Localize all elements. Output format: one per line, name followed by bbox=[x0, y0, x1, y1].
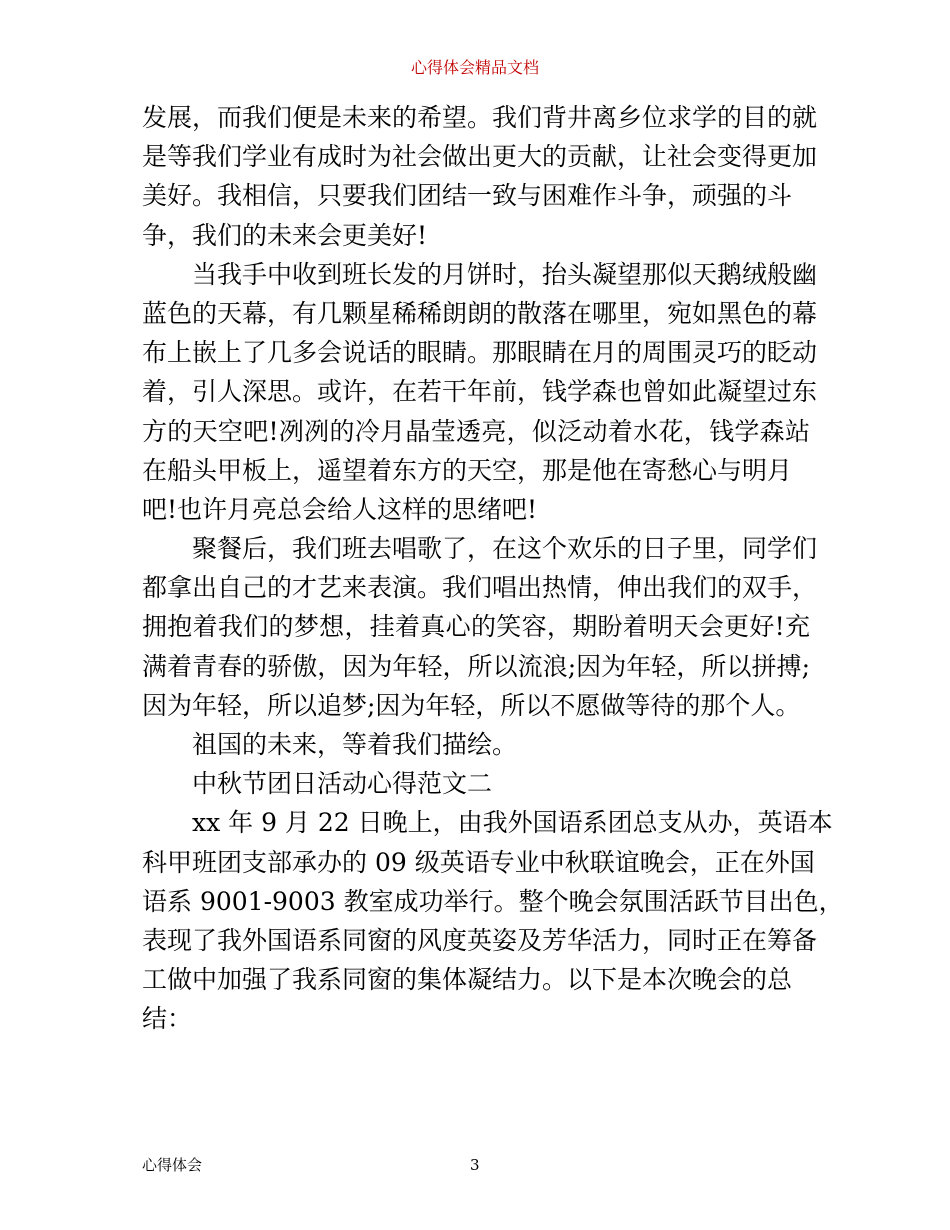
body-line: 祖国的未来，等着我们描绘。 bbox=[192, 730, 518, 759]
body-line: 吧!也许月亮总会给人这样的思绪吧! bbox=[142, 494, 538, 524]
footer-label: 心得体会 bbox=[142, 1156, 203, 1174]
document-header-title: 心得体会精品文档 bbox=[410, 58, 539, 77]
document-body bbox=[142, 98, 844, 1039]
body-line: 结： bbox=[142, 1004, 193, 1034]
body-line: 当我手中收到班长发的月饼时，抬头凝望那似天鹅绒般幽 bbox=[192, 259, 818, 289]
body-line: 争，我们的未来会更美好! bbox=[142, 220, 428, 250]
body-line: 工做中加强了我系同窗的集体凝结力。以下是本次晚会的总 bbox=[142, 965, 793, 995]
body-line: 满着青春的骄傲，因为年轻，所以流浪;因为年轻，所以拼搏; bbox=[142, 651, 810, 681]
body-line: 都拿出自己的才艺来表演。我们唱出热情，伸出我们的双手， bbox=[142, 573, 818, 603]
body-line: 语系 9001-9003 教室成功举行。整个晚会氛围活跃节目出色， bbox=[142, 886, 844, 916]
body-line: 拥抱着我们的梦想，挂着真心的笑容，期盼着明天会更好!充 bbox=[142, 612, 810, 642]
body-line: 表现了我外国语系同窗的风度英姿及芳华活力，同时正在筹备 bbox=[142, 925, 818, 955]
body-line: 中秋节团日活动心得范文二 bbox=[192, 769, 493, 799]
body-line: 是等我们学业有成时为社会做出更大的贡献，让社会变得更加 bbox=[142, 142, 818, 172]
body-line: 聚餐后，我们班去唱歌了，在这个欢乐的日子里，同学们 bbox=[192, 534, 818, 564]
body-line: 美好。我相信，只要我们团结一致与困难作斗争，顽强的斗 bbox=[142, 181, 793, 211]
body-line: 因为年轻，所以追梦;因为年轻，所以不愿做等待的那个人。 bbox=[142, 690, 801, 720]
body-line: 方的天空吧!冽冽的冷月晶莹透亮，似泛动着水花，钱学森站 bbox=[142, 416, 810, 446]
body-line: 发展，而我们便是未来的希望。我们背井离乡位求学的目的就 bbox=[142, 103, 818, 132]
body-line: 在船头甲板上，遥望着东方的天空，那是他在寄愁心与明月 bbox=[142, 455, 793, 485]
page-number: 3 bbox=[470, 1156, 480, 1174]
body-line: 蓝色的天幕，有几颗星稀稀朗朗的散落在哪里，宛如黑色的幕 bbox=[142, 298, 818, 328]
body-line: 布上嵌上了几多会说话的眼睛。那眼睛在月的周围灵巧的眨动 bbox=[142, 338, 818, 368]
body-line: 着，引人深思。或许，在若干年前，钱学森也曾如此凝望过东 bbox=[142, 377, 818, 407]
body-line: 科甲班团支部承办的 09 级英语专业中秋联谊晚会，正在外国 bbox=[142, 847, 815, 877]
body-line: xx 年 9 月 22 日晚上，由我外国语系团总支从办，英语本 bbox=[192, 808, 833, 838]
